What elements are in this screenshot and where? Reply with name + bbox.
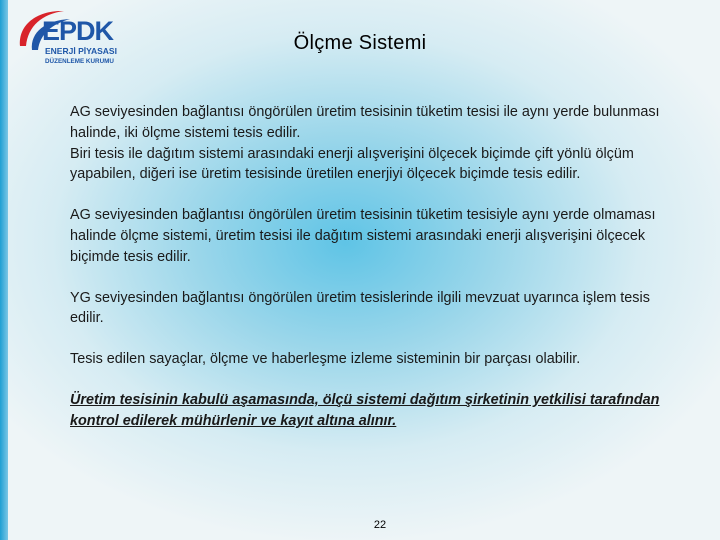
paragraph-4: Tesis edilen sayaçlar, ölçme ve haberleşme izleme sisteminin bir parçası olabilir. <box>70 351 581 368</box>
paragraph-1 <box>70 102 684 185</box>
paragraph-5-emphasized: Üretim tesisinin kabulü aşamasında, ölçü sistemi dağıtım şirketinin yetkilisi tarafından kontrol edilerek mühürlenir ve kayıt altına alınır. <box>70 391 660 429</box>
svg-text:DÜZENLEME KURUMU: DÜZENLEME KURUMU <box>45 58 114 65</box>
left-accent-bar <box>0 0 8 540</box>
slide-title: Ölçme Sistemi <box>293 32 427 54</box>
svg-text:EPDK: EPDK <box>42 16 114 46</box>
svg-text:ENERJİ PİYASASI: ENERJİ PİYASASI <box>45 46 117 56</box>
paragraph-1-line-1: AG seviyesinden bağlantısı öngörülen üretim tesisinin tüketim tesisi ile aynı yerde bulunması halinde, iki ölçme sistemi tesis edilir. <box>70 104 660 141</box>
paragraph-2: AG seviyesinden bağlantısı öngörülen üretim tesisinin tüketim tesisiyle aynı yerde olmaması halinde ölçme sistemi, üretim tesisi ile dağıtım sistemi arasındaki enerji alışverişini ölçecek biçimde tesis edilir. <box>70 207 656 265</box>
page-number: 22 <box>373 519 387 531</box>
paragraph-1-line-2: Biri tesis ile dağıtım sistemi arasındaki enerji alışverişini ölçecek biçimde çift yönlü ölçüm yapabilen, diğeri ise üretim tesisinde üretilen enerjiyi ölçecek biçimde tesis edilir. <box>70 145 634 183</box>
paragraph-3: YG seviyesinden bağlantısı öngörülen üretim tesislerinde ilgili mevzuat uyarınca işlem tesis edilir. <box>70 289 650 327</box>
slide-body <box>70 102 684 432</box>
